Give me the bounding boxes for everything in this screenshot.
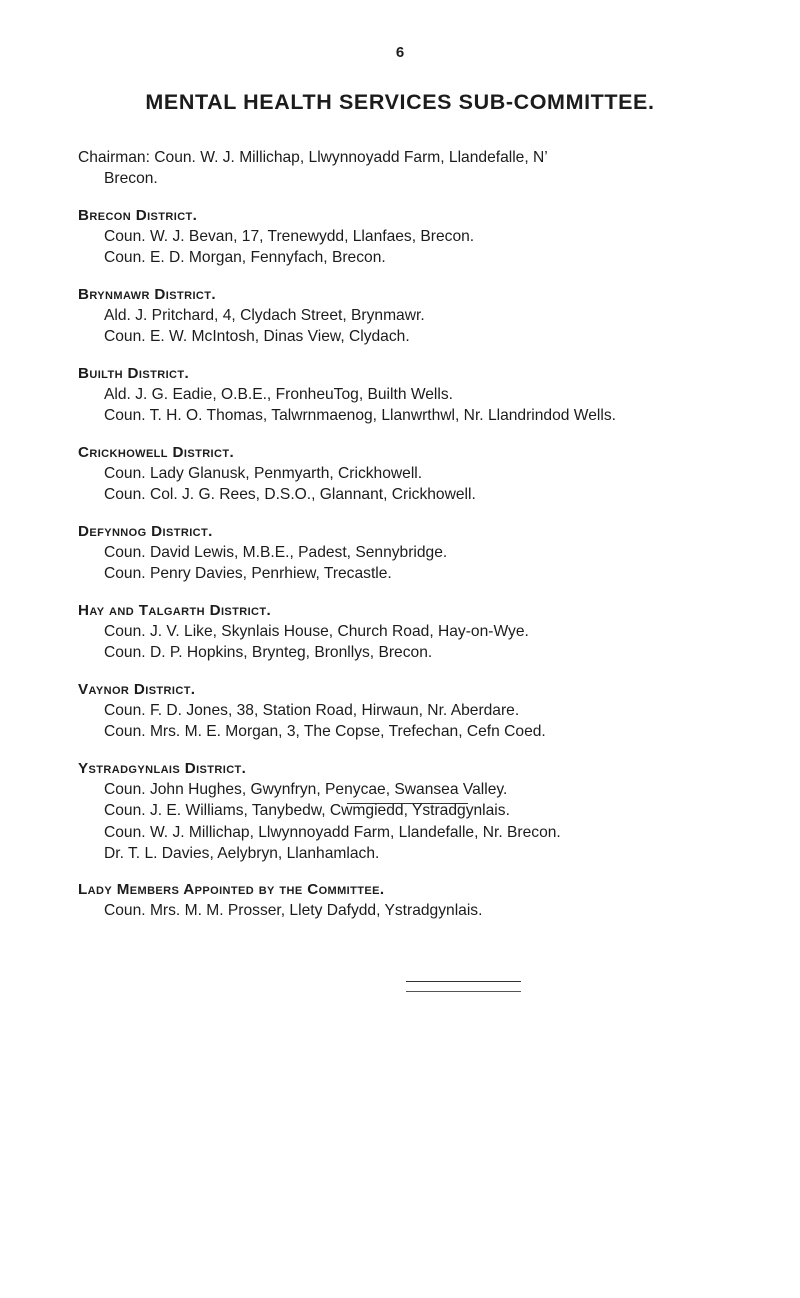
member-entry: Coun. Mrs. M. E. Morgan, 3, The Copse, Trefechan, Cefn Coed.: [104, 723, 546, 740]
member-entry: Coun. Lady Glanusk, Penmyarth, Crickhowell.: [104, 465, 423, 482]
member-entry: Coun. J. E. Williams, Tanybedw, Cwmgiedd, Ystradgynlais.: [104, 802, 510, 819]
member-entry: Dr. T. L. Davies, Aelybryn, Llanhamlach.: [104, 845, 380, 862]
member-entry: Coun. David Lewis, M.B.E., Padest, Sennybridge.: [104, 544, 448, 561]
lady-members: [78, 879, 788, 921]
district-heading: Vaynor District.: [78, 681, 196, 698]
closing-rule: [406, 981, 521, 982]
district-heading: Hay and Talgarth District.: [78, 602, 272, 619]
member-entry: Coun. E. W. McIntosh, Dinas View, Clydach.: [104, 328, 410, 345]
page-title: MENTAL HEALTH SERVICES SUB-COMMITTEE.: [145, 90, 655, 114]
district-crickhowell: [78, 442, 788, 505]
member-entry: Coun. Mrs. M. M. Prosser, Llety Dafydd, Ystradgynlais.: [104, 902, 483, 919]
district-heading: Crickhowell District.: [78, 444, 235, 461]
district-defynnog: [78, 521, 788, 584]
lady-members-heading: Lady Members Appointed by the Committee.: [78, 881, 385, 898]
committee-listing: [78, 147, 788, 821]
member-entry: Coun. T. H. O. Thomas, Talwrnmaenog, Llanwrthwl, Nr. Llandrindod Wells.: [104, 407, 616, 424]
district-heading: Brynmawr District.: [78, 286, 216, 303]
district-builth: [78, 363, 788, 426]
district-brecon: [78, 205, 788, 268]
district-hay-and-talgarth: [78, 600, 788, 663]
member-entry: Ald. J. G. Eadie, O.B.E., FronheuTog, Builth Wells.: [104, 386, 453, 403]
member-entry: Coun. Penry Davies, Penrhiew, Trecastle.: [104, 565, 392, 582]
district-heading: Defynnog District.: [78, 523, 213, 540]
district-brynmawr: [78, 284, 788, 347]
chairman-line: Chairman: Coun. W. J. Millichap, Llwynnoyadd Farm, Llandefalle, N’ Brecon.: [78, 149, 548, 187]
district-heading: Builth District.: [78, 365, 190, 382]
member-entry: Coun. D. P. Hopkins, Brynteg, Bronllys, Brecon.: [104, 644, 433, 661]
member-entry: Coun. Col. J. G. Rees, D.S.O., Glannant, Crickhowell.: [104, 486, 476, 503]
member-entry: Ald. J. Pritchard, 4, Clydach Street, Brynmawr.: [104, 307, 425, 324]
section-divider: [347, 803, 468, 804]
additional-members: [104, 822, 788, 864]
member-entry: Coun. F. D. Jones, 38, Station Road, Hirwaun, Nr. Aberdare.: [104, 702, 520, 719]
member-entry: Coun. John Hughes, Gwynfryn, Penycae, Swansea Valley.: [104, 781, 508, 798]
district-heading: Brecon District.: [78, 207, 198, 224]
page-number: 6: [395, 44, 405, 61]
district-ystradgynlais: [78, 758, 788, 821]
closing-rule-lower: [406, 991, 521, 992]
member-entry: Coun. E. D. Morgan, Fennyfach, Brecon.: [104, 249, 386, 266]
member-entry: Coun. W. J. Millichap, Llwynnoyadd Farm, Llandefalle, Nr. Brecon.: [104, 824, 561, 841]
district-vaynor: [78, 679, 788, 742]
district-heading: Ystradgynlais District.: [78, 760, 247, 777]
member-entry: Coun. W. J. Bevan, 17, Trenewydd, Llanfaes, Brecon.: [104, 228, 475, 245]
member-entry: Coun. J. V. Like, Skynlais House, Church Road, Hay-on-Wye.: [104, 623, 529, 640]
